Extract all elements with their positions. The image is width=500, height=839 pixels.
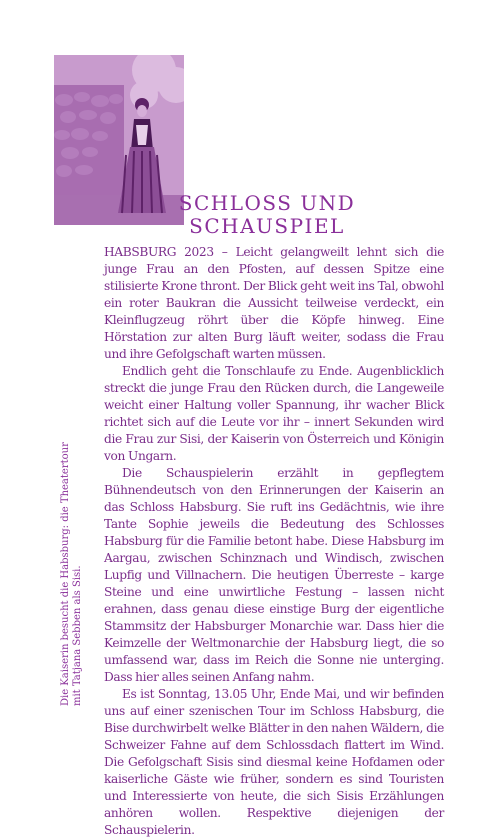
article-body: [104, 244, 444, 839]
paragraph-3: Die Schauspielerin erzählt in gepflegtem Bühnendeutsch von den Erinnerungen der Kaiserin an das Schloss Habsburg. Sie ruft ins Gedächtnis, wie ihre Tante Sophie jeweils die Bedeutung des Schlosses Habsburg für die Familie betont habe. Diese Habsburg im Aargau, zwischen Schinznach und Windisch, zwischen Lupfig und Villnachern. Die heutigen Überreste – karge Steine und eine unwirtliche Festung – lassen nicht erahnen, dass genau diese einstige Burg der eigentliche Stammsitz der Habsburger Monarchie war. Dass hier die Keimzelle der Weltmonarchie der Habsburg liegt, die so umfassend war, dass im Reich die Sonne nie unterging. Dass hier alles seinen Anfang nahm.: [104, 466, 444, 684]
caption-line-1: Die Kaiserin besucht die Habsburg: die Theatertour: [60, 442, 71, 706]
dateline: HABSBURG 2023 –: [104, 245, 228, 259]
page-title: [150, 192, 384, 238]
paragraph-1: [104, 244, 444, 363]
paragraph-4: Es ist Sonntag, 13.05 Uhr, Ende Mai, und wir befinden uns auf einer szenischen Tour im Schloss Habsburg, die Bise durchwirbelt welke Blätter in den nahen Wäldern, die Schweizer Fahne auf dem Schlossdach flattert im Wind. Die Gefolgschaft Sisis sind diesmal keine Hofdamen oder kaiserliche Gäste wie früher, sondern es sind Touristen und Interessierte von heute, die sich Sisis Erzählungen anhören wollen. Respektive diejenigen der Schauspielerin.: [104, 687, 444, 837]
photo-caption: [60, 442, 84, 706]
paragraph-2: Endlich geht die Tonschlaufe zu Ende. Augenblicklich streckt die junge Frau den Rücken durch, die Langeweile weicht einer Haltung voller Spannung, ihr wacher Blick richtet sich auf die Leute vor ihr – innert Sekunden wird die Frau zur Sisi, der Kaiserin von Österreich und Königin von Ungarn.: [104, 364, 444, 463]
paragraph-1-text: Leicht gelangweilt lehnt sich die junge Frau an den Pfosten, auf dessen Spitze eine stilisierte Krone thront. Der Blick geht weit ins Tal, obwohl ein roter Baukran die Aussicht teilweise verdeckt, ein Kleinflugzeug röhrt über die Köpfe hinweg. Eine Hörstation zur alten Burg läuft weiter, sodass die Frau und ihre Gefolgschaft warten müssen.: [104, 245, 444, 361]
title-line-2: SCHAUSPIEL: [189, 214, 345, 238]
title-line-1: SCHLOSS UND: [178, 191, 356, 215]
caption-line-2: mit Tatjana Sebben als Sisi.: [72, 565, 83, 706]
